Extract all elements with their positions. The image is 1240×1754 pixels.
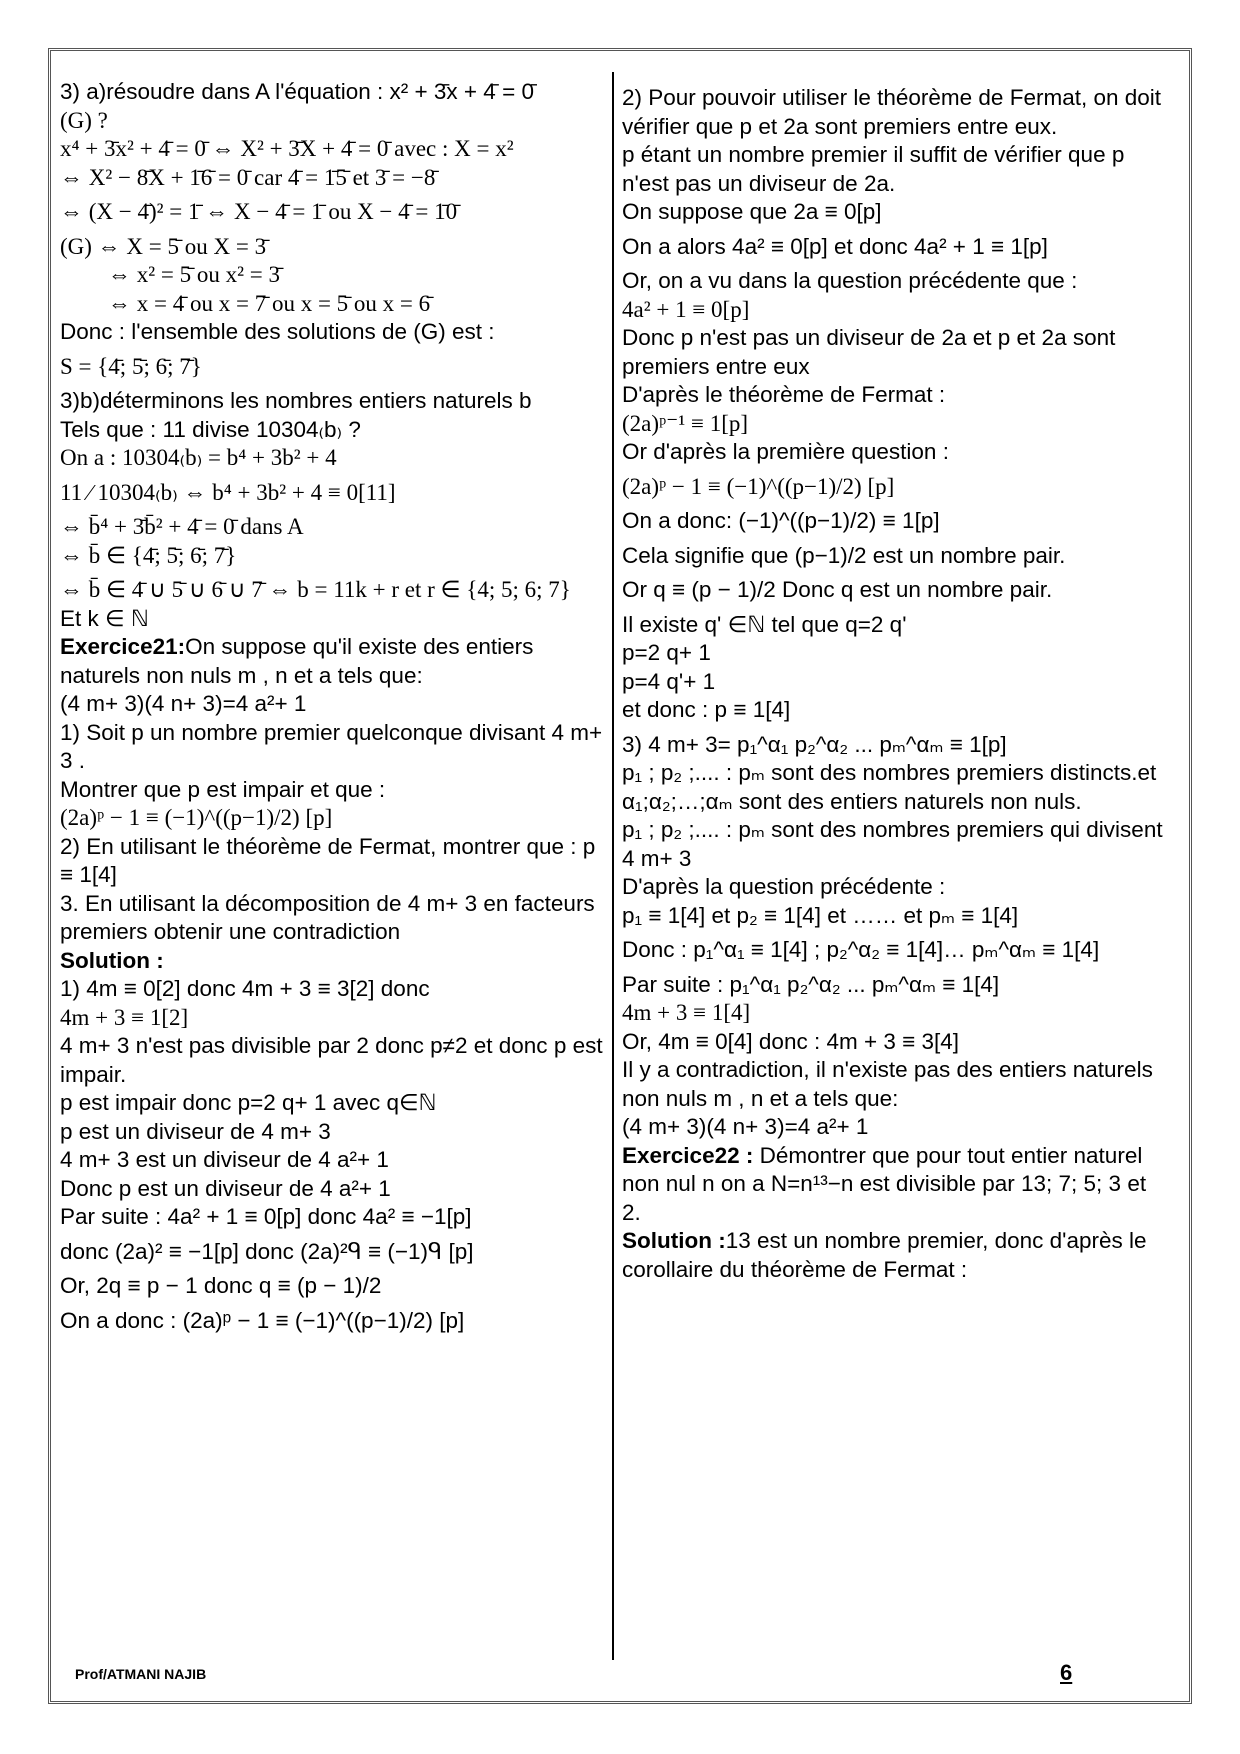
line: ⇔ (X − 4̄)² = 1̄ ⇔ X − 4̄ = 1̄ ou X − 4̄ = 1̄0̄ [60,199,458,224]
line: Montrer que p est impair et que : [60,776,386,802]
line: p₁ ; p₂ ;.... : pₘ sont des nombres premiers qui divisent 4 m+ 3 [622,817,1163,871]
right-column [622,78,1170,1284]
line: Or, 4m ≡ 0[4] donc : 4m + 3 ≡ 3[4] [622,1028,960,1054]
line: S = {4̄; 5̄; 6̄; 7̄} [60,353,202,379]
line: 11 ∕ 10304₍b₎ ⇔ b⁴ + 3b² + 4 ≡ 0[11] [60,479,396,505]
line: Cela signifie que (p−1)/2 est un nombre pair. [622,542,1066,568]
line: 3) 4 m+ 3= p₁^α₁ p₂^α₂ ... pₘ^αₘ ≡ 1[p] [622,731,1007,757]
line: 4a² + 1 ≡ 0[p] [622,296,750,322]
line: (2a)ᵖ − 1 ≡ (−1)^((p−1)/2) [p] [60,805,333,830]
line: Or, on a vu dans la question précédente que : [622,268,1078,293]
line: 2) Pour pouvoir utiliser le théorème de Fermat, on doit vérifier que p et 2a sont premiers entre eux. [622,85,1162,139]
line: Il y a contradiction, il n'existe pas des entiers naturels non nuls m , n et a tels que: [622,1057,1153,1111]
author-footer: Prof/ATMANI NAJIB [75,1666,207,1682]
heading-line: Exercice21:On suppose qu'il existe des entiers naturels non nuls m , n et a tels que: [60,634,534,688]
line: Or q ≡ (p − 1)/2 Donc q est un nombre pair. [622,577,1053,602]
line: Donc : p₁^α₁ ≡ 1[4] ; p₂^α₂ ≡ 1[4]… pₘ^αₘ ≡ 1[4] [622,937,1100,962]
line: On a donc: (−1)^((p−1)/2) ≡ 1[p] [622,508,940,533]
line: 1) Soit p un nombre premier quelconque divisant 4 m+ 3 . [60,719,603,773]
page-number: 6 [1060,1660,1073,1685]
line: Tels que : 11 divise 10304₍b₎ ? [60,416,361,442]
bold-lead: Exercice21: [60,634,186,659]
bold-lead: Exercice22 : [622,1142,754,1168]
line: D'après la question précédente : [622,874,946,899]
line: On a alors 4a² ≡ 0[p] et donc 4a² + 1 ≡ 1[p] [622,233,1048,259]
line: Donc p est un diviseur de 4 a²+ 1 [60,1175,391,1201]
line: (2a)ᵖ⁻¹ ≡ 1[p] [622,410,749,436]
line: Donc : l'ensemble des solutions de (G) est : [60,319,495,344]
line: 4 m+ 3 n'est pas divisible par 2 donc p≠2 et donc p est impair. [60,1033,603,1087]
line: p₁ ; p₂ ;.... : pₘ sont des nombres premiers distincts.et α₁;α₂;…;αₘ sont des entiers naturels non nuls. [622,760,1157,814]
line: Donc p n'est pas un diviseur de 2a et p et 2a sont premiers entre eux [622,325,1116,379]
line: (4 m+ 3)(4 n+ 3)=4 a²+ 1 [60,691,307,716]
line: ⇔ x = 4̄ ou x = 7̄ ou x = 5̄ ou x = 6̄ [108,290,431,316]
line: ⇔ b̄ ∈ {4̄; 5̄; 6̄; 7̄} [60,542,237,568]
line: 2) En utilisant le théorème de Fermat, montrer que : p ≡ 1[4] [60,833,596,887]
line: p étant un nombre premier il suffit de vérifier que p n'est pas un diviseur de 2a. [622,142,1125,196]
left-column [60,78,608,1335]
line: ⇔ b̄⁴ + 3̄b̄² + 4̄ = 0̄ dans A [60,514,304,539]
line: p est un diviseur de 4 m+ 3 [60,1118,331,1144]
line: 3. En utilisant la décomposition de 4 m+ 3 en facteurs premiers obtenir une contradiction [60,890,595,944]
line: donc (2a)² ≡ −1[p] donc (2a)²ᑫ ≡ (−1)ᑫ [p] [60,1238,474,1264]
line: 1) 4m ≡ 0[2] donc 4m + 3 ≡ 3[2] donc [60,976,430,1001]
line: Il existe q' ∈ℕ tel que q=2 q' [622,611,907,637]
line: 3) a)résoudre dans A l'équation : x² + 3̄x + 4̄ = 0̄ [60,79,534,104]
bold-lead: Solution : [622,1228,726,1253]
line: On a donc : (2a)ᵖ − 1 ≡ (−1)^((p−1)/2) [p] [60,1307,465,1333]
line: ⇔ X² − 8̄X + 1̄6̄ = 0̄ car 4̄ = 1̄5̄ et 3̄ = −8̄ [60,164,436,190]
line: D'après le théorème de Fermat : [622,382,946,407]
line: ⇔ b̄ ∈ 4̄ ∪ 5̄ ∪ 6̄ ∪ 7̄ ⇔ b = 11k + r et r ∈ {4; 5; 6; 7} [60,577,571,602]
line: (2a)ᵖ − 1 ≡ (−1)^((p−1)/2) [p] [622,473,895,499]
line: Et k ∈ ℕ [60,605,149,631]
line: ⇔ x² = 5̄ ou x² = 3̄ [108,262,280,287]
column-divider [612,72,614,1660]
line: On suppose que 2a ≡ 0[p] [622,199,882,224]
line: 4m + 3 ≡ 1[2] [60,1004,189,1030]
line: p₁ ≡ 1[4] et p₂ ≡ 1[4] et …… et pₘ ≡ 1[4] [622,902,1019,928]
line: 4m + 3 ≡ 1[4] [622,1000,751,1025]
line: Or d'après la première question : [622,439,949,464]
line: 4 m+ 3 est un diviseur de 4 a²+ 1 [60,1147,389,1172]
solution-heading: Solution : [60,947,164,973]
line: p=4 q'+ 1 [622,668,716,694]
heading-line: Solution :13 est un nombre premier, donc d'après le corollaire du théorème de Fermat : [622,1228,1147,1282]
line: (G) ⇔ X = 5̄ ou X = 3̄ [60,233,267,259]
line: (4 m+ 3)(4 n+ 3)=4 a²+ 1 [622,1114,869,1139]
line: Par suite : 4a² + 1 ≡ 0[p] donc 4a² ≡ −1[p] [60,1204,472,1229]
line: On a : 10304₍b₎ = b⁴ + 3b² + 4 [60,445,337,470]
line: p est impair donc p=2 q+ 1 avec q∈ℕ [60,1090,437,1115]
line: Par suite : p₁^α₁ p₂^α₂ ... pₘ^αₘ ≡ 1[4] [622,971,1000,997]
line: Or, 2q ≡ p − 1 donc q ≡ (p − 1)/2 [60,1273,382,1298]
line: 3)b)déterminons les nombres entiers naturels b [60,388,532,413]
line: (G) ? [60,107,108,133]
heading-line: Exercice22 : Démontrer que pour tout entier naturel non nul n on a N=n¹³−n est divisible par 13; 7; 5; 3 et 2. [622,1142,1147,1225]
line: x⁴ + 3̄x² + 4̄ = 0̄ ⇔ X² + 3̄X + 4̄ = 0̄ avec : X = x² [60,136,514,161]
line: et donc : p ≡ 1[4] [622,697,791,722]
line: p=2 q+ 1 [622,640,711,665]
